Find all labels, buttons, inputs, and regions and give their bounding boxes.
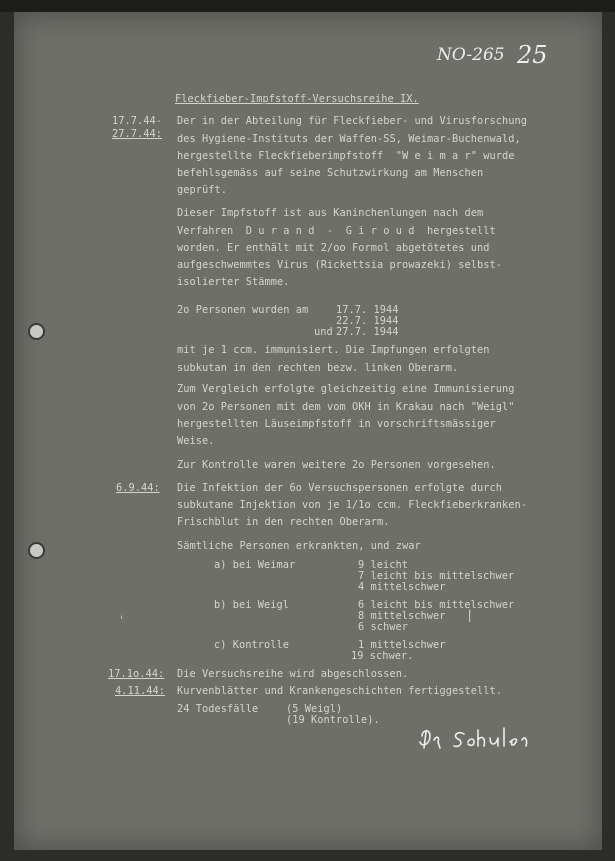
- vacc-prefix: 2o Personen wurden am: [177, 304, 309, 316]
- result-a-line3: 4 mittelschwer: [358, 581, 446, 593]
- punch-hole-top: [28, 323, 45, 340]
- end-text: Die Versuchsreihe wird abgeschlossen.: [177, 668, 409, 680]
- result-c-line2: 19 schwer.: [351, 650, 414, 662]
- para1-line4: befehlsgemäss auf seine Schutzwirkung am Menschen: [177, 167, 484, 179]
- result-b-line3: 6 schwer: [358, 621, 408, 633]
- para2-line1: Dieser Impfstoff ist aus Kaninchenlungen nach dem: [177, 207, 484, 219]
- para2-line4: aufgeschwemmtes Virus (Rickettsia prowazeki) selbst-: [177, 259, 502, 271]
- final-text: Kurvenblätter und Krankengeschichten fertiggestellt.: [177, 685, 502, 697]
- para2-line5: isolierter Stämme.: [177, 276, 290, 288]
- archive-number: NO-265: [437, 45, 505, 65]
- para5: Zur Kontrolle waren weitere 2o Personen vorgesehen.: [177, 459, 496, 471]
- vacc-date-2: 22.7. 1944: [336, 315, 399, 327]
- result-c-line1: 1 mittelschwer: [358, 639, 446, 651]
- vacc-und: und: [314, 326, 333, 338]
- handwritten-signature: [418, 724, 564, 754]
- result-b-label: b) bei Weigl: [214, 599, 289, 611]
- result-a-line1: 9 leicht: [358, 559, 408, 571]
- para1-line5: geprüft.: [177, 184, 227, 196]
- para6-line3: Frischblut in den rechten Oberarm.: [177, 516, 390, 528]
- result-b-line1: 6 leicht bis mittelschwer: [358, 599, 515, 611]
- para3-line2: subkutan in den rechten bezw. linken Oberarm.: [177, 362, 459, 374]
- para4-line3: hergestellten Läuseimpfstoff in vorschriftsmässiger: [177, 418, 496, 430]
- para3-line1: mit je 1 ccm. immunisiert. Die Impfungen erfolgten: [177, 344, 490, 356]
- final-date: 4.11.44:: [115, 685, 165, 697]
- para4-line1: Zum Vergleich erfolgte gleichzeitig eine Immunisierung: [177, 383, 515, 395]
- para6-line2: subkutane Injektion von je 1/1o ccm. Fleckfieberkranken-: [177, 499, 527, 511]
- deaths-control: (19 Kontrolle).: [286, 714, 380, 726]
- para6-line1: Die Infektion der 6o Versuchspersonen erfolgte durch: [177, 482, 502, 494]
- deaths-weigl: (5 Weigl): [286, 703, 343, 715]
- pencil-mark: ˈ: [118, 614, 126, 628]
- result-c-label: c) Kontrolle: [214, 639, 289, 651]
- para1-line3: hergestellte Fleckfieberimpfstoff "W e i m a r" wurde: [177, 150, 515, 162]
- punch-hole-bottom: [28, 542, 45, 559]
- para7: Sämtliche Personen erkrankten, und zwar: [177, 540, 421, 552]
- document-title: Fleckfieber-Impfstoff-Versuchsreihe IX.: [175, 93, 419, 105]
- result-a-line2: 7 leicht bis mittelschwer: [358, 570, 515, 582]
- para1-line2: des Hygiene-Instituts der Waffen-SS, Weimar-Buchenwald,: [177, 133, 521, 145]
- vacc-date-3: 27.7. 1944: [336, 326, 399, 338]
- pencil-mark: |: [466, 608, 474, 622]
- infection-date: 6.9.44:: [116, 482, 160, 494]
- date-end: 27.7.44:: [112, 128, 162, 140]
- scan-top-edge: [0, 0, 615, 12]
- date-start: 17.7.44-: [112, 115, 162, 127]
- result-a-label: a) bei Weimar: [214, 559, 296, 571]
- end-date: 17.1o.44:: [108, 668, 165, 680]
- deaths-total: 24 Todesfälle: [177, 703, 259, 715]
- para4-line4: Weise.: [177, 435, 215, 447]
- para2-line2: Verfahren D u r a n d - G i r o u d hergestellt: [177, 225, 496, 237]
- page-number: 25: [517, 41, 548, 69]
- result-b-line2: 8 mittelschwer: [358, 610, 446, 622]
- vacc-date-1: 17.7. 1944: [336, 304, 399, 316]
- para4-line2: von 2o Personen mit dem vom OKH in Krakau nach "Weigl": [177, 401, 515, 413]
- para1-line1: Der in der Abteilung für Fleckfieber- und Virusforschung: [177, 115, 527, 127]
- para2-line3: worden. Er enthält mit 2/oo Formol abgetötetes und: [177, 242, 490, 254]
